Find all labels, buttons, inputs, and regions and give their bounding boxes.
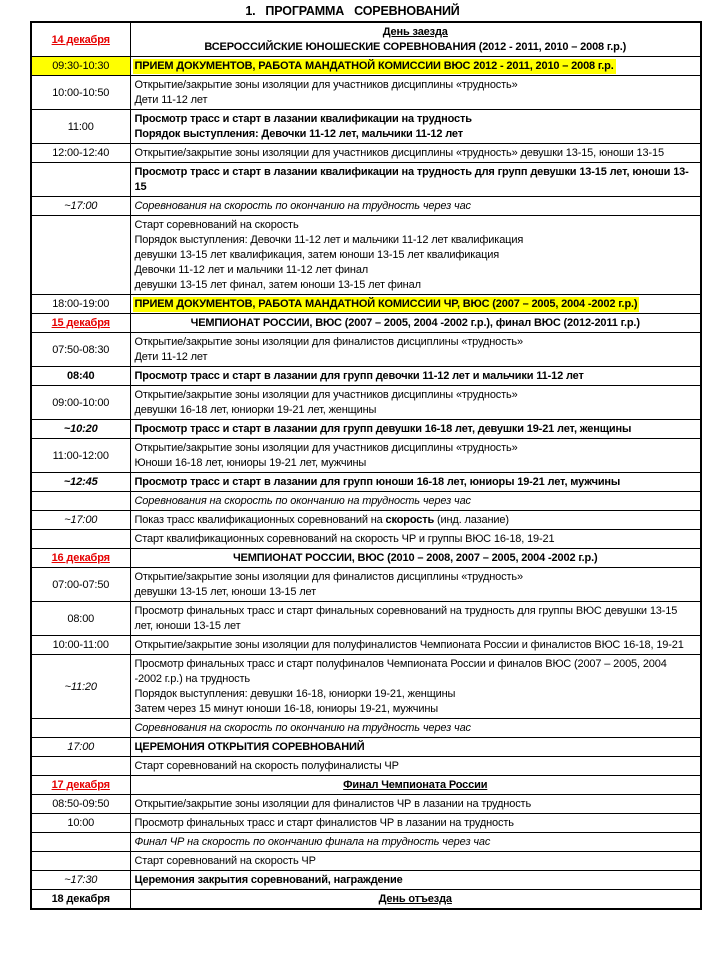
description-line: Открытие/закрытие зоны изоляции для участников дисциплины «трудность»: [134, 442, 518, 454]
table-row: [31, 367, 701, 386]
description-cell: [130, 76, 701, 110]
description-cell: [130, 314, 701, 333]
table-row: [31, 473, 701, 492]
description-cell: [130, 333, 701, 367]
text-segment: Показ трасс квалификационных соревнований на: [134, 514, 386, 526]
time-cell: 12:00-12:40: [31, 144, 130, 163]
table-row: [31, 814, 701, 833]
text-segment: (инд. лазание): [434, 514, 509, 526]
time-cell: [31, 492, 130, 511]
description-cell: [130, 511, 701, 530]
description-cell: [130, 757, 701, 776]
table-row: [31, 757, 701, 776]
description-cell: [130, 386, 701, 420]
time-cell: ~17:00: [31, 511, 130, 530]
table-row: [31, 530, 701, 549]
description-cell: [130, 57, 701, 76]
description-line: Дети 11-12 лет: [134, 351, 208, 363]
table-row: [31, 795, 701, 814]
time-cell: 09:00-10:00: [31, 386, 130, 420]
time-cell: [31, 216, 130, 295]
description-line: Просмотр трасс и старт в лазании квалификации на трудность для групп девушки 13-15 лет, юноши 13-15: [134, 166, 689, 193]
description-cell: [130, 776, 701, 795]
description-cell: [130, 568, 701, 602]
table-row: [31, 216, 701, 295]
description-line: Старт квалификационных соревнований на скорость ЧР и группы ВЮС 16-18, 19-21: [134, 533, 555, 545]
description-line: Открытие/закрытие зоны изоляции для участников дисциплины «трудность» девушки 13-15, юноши 13-15: [134, 147, 664, 159]
description-line: ПРИЕМ ДОКУМЕНТОВ, РАБОТА МАНДАТНОЙ КОМИССИИ ВЮС 2012 - 2011, 2010 – 2008 г.р.: [134, 60, 614, 72]
description-line: Открытие/закрытие зоны изоляции для финалистов ЧР в лазании на трудность: [134, 798, 532, 810]
description-line: Открытие/закрытие зоны изоляции для участников дисциплины «трудность»: [134, 79, 518, 91]
description-cell: [130, 473, 701, 492]
table-row: [31, 636, 701, 655]
description-cell: [130, 890, 701, 910]
table-row: [31, 738, 701, 757]
description-line: Финал Чемпионата России: [343, 779, 488, 791]
text-segment: скорость: [385, 514, 435, 526]
table-row: [31, 333, 701, 367]
table-row: [31, 110, 701, 144]
description-cell: [130, 549, 701, 568]
description-line: Просмотр трасс и старт в лазании квалификации на трудность: [134, 113, 472, 125]
table-row: [31, 57, 701, 76]
time-cell: ~17:00: [31, 197, 130, 216]
time-cell: 11:00-12:00: [31, 439, 130, 473]
description-cell: [130, 367, 701, 386]
time-cell: [31, 833, 130, 852]
description-cell: [130, 530, 701, 549]
description-line: Порядок выступления: девушки 16-18, юниорки 19-21, женщины: [134, 688, 456, 700]
time-cell: [31, 163, 130, 197]
table-row: [31, 420, 701, 439]
description-line: Открытие/закрытие зоны изоляции для финалистов дисциплины «трудность»: [134, 571, 523, 583]
time-cell: 07:00-07:50: [31, 568, 130, 602]
table-row: [31, 549, 701, 568]
table-row: [31, 439, 701, 473]
time-cell: 10:00-10:50: [31, 76, 130, 110]
description-cell: [130, 439, 701, 473]
page-title: 1. ПРОГРАММА СОРЕВНОВАНИЙ: [245, 4, 460, 18]
description-line: Открытие/закрытие зоны изоляции для участников дисциплины «трудность»: [134, 389, 518, 401]
time-cell: ~11:20: [31, 655, 130, 719]
description-line: Открытие/закрытие зоны изоляции для полуфиналистов Чемпионата России и финалистов ВЮС 16-18, 19-21: [134, 639, 684, 651]
time-cell: 14 декабря: [31, 22, 130, 57]
description-cell: [130, 492, 701, 511]
description-line: девушки 13-15 лет, юноши 13-15 лет: [134, 586, 317, 598]
description-line: ЦЕРЕМОНИЯ ОТКРЫТИЯ СОРЕВНОВАНИЙ: [134, 741, 365, 753]
time-cell: 17:00: [31, 738, 130, 757]
description-line: Просмотр финальных трасс и старт финальных соревнований на трудность для группы ВЮС девушки 13-15 лет, юноши 13-15 лет: [134, 605, 678, 632]
description-line: Дети 11-12 лет: [134, 94, 208, 106]
time-cell: ~12:45: [31, 473, 130, 492]
description-line: Просмотр трасс и старт в лазании для групп юноши 16-18 лет, юниоры 19-21 лет, мужчины: [134, 476, 621, 488]
description-cell: [130, 833, 701, 852]
table-row: [31, 76, 701, 110]
program-table-body: [31, 22, 701, 909]
description-cell: [130, 814, 701, 833]
description-line: Просмотр трасс и старт в лазании для групп девушки 16-18 лет, девушки 19-21 лет, женщины: [134, 423, 632, 435]
table-row: [31, 852, 701, 871]
table-row: [31, 295, 701, 314]
description-cell: [130, 852, 701, 871]
time-cell: [31, 719, 130, 738]
description-cell: [130, 216, 701, 295]
table-row: [31, 386, 701, 420]
description-cell: [130, 197, 701, 216]
time-cell: ~17:30: [31, 871, 130, 890]
table-row: [31, 144, 701, 163]
table-row: [31, 314, 701, 333]
description-line: Просмотр финальных трасс и старт полуфиналов Чемпионата России и финалов ВЮС (2007 – 2005, 2004 -2002 г.р.) на трудность: [134, 658, 667, 685]
table-row: [31, 871, 701, 890]
description-cell: [130, 738, 701, 757]
table-row: [31, 197, 701, 216]
description-cell: [130, 655, 701, 719]
description-line: День заезда: [382, 26, 448, 38]
table-row: [31, 890, 701, 910]
time-cell: 17 декабря: [31, 776, 130, 795]
time-cell: 10:00: [31, 814, 130, 833]
description-line: Соревнования на скорость по окончанию на трудность через час: [134, 495, 471, 507]
description-line: [135, 513, 697, 528]
description-cell: [130, 420, 701, 439]
description-cell: [130, 144, 701, 163]
description-line: Церемония закрытия соревнований, награждение: [134, 874, 403, 886]
description-line: девушки 16-18 лет, юниорки 19-21 лет, женщины: [134, 404, 377, 416]
description-cell: [130, 636, 701, 655]
description-line: Старт соревнований на скорость: [134, 219, 299, 231]
description-line: Просмотр финальных трасс и старт финалистов ЧР в лазании на трудность: [134, 817, 514, 829]
description-line: Соревнования на скорость по окончанию на трудность через час: [134, 200, 471, 212]
time-cell: 10:00-11:00: [31, 636, 130, 655]
description-cell: [130, 719, 701, 738]
time-cell: 18:00-19:00: [31, 295, 130, 314]
time-cell: 08:50-09:50: [31, 795, 130, 814]
time-cell: 18 декабря: [31, 890, 130, 910]
description-line: Затем через 15 минут юноши 16-18, юниоры 19-21, мужчины: [134, 703, 439, 715]
time-cell: [31, 530, 130, 549]
time-cell: 08:00: [31, 602, 130, 636]
description-line: Соревнования на скорость по окончанию на трудность через час: [134, 722, 471, 734]
description-line: Открытие/закрытие зоны изоляции для финалистов дисциплины «трудность»: [134, 336, 523, 348]
table-row: [31, 511, 701, 530]
table-row: [31, 719, 701, 738]
time-cell: 09:30-10:30: [31, 57, 130, 76]
description-line: Порядок выступления: Девочки 11-12 лет, мальчики 11-12 лет: [134, 128, 463, 140]
time-cell: 08:40: [31, 367, 130, 386]
time-cell: 11:00: [31, 110, 130, 144]
description-line: ПРИЕМ ДОКУМЕНТОВ, РАБОТА МАНДАТНОЙ КОМИССИИ ЧР, ВЮС (2007 – 2005, 2004 -2002 г.р.): [134, 298, 638, 310]
description-line: Старт соревнований на скорость ЧР: [134, 855, 316, 867]
table-row: [31, 833, 701, 852]
description-line: девушки 13-15 лет квалификация, затем юноши 13-15 лет квалификация: [134, 249, 500, 261]
table-row: [31, 163, 701, 197]
description-line: ВСЕРОССИЙСКИЕ ЮНОШЕСКИЕ СОРЕВНОВАНИЯ (2012 - 2011, 2010 – 2008 г.р.): [204, 41, 627, 53]
table-row: [31, 776, 701, 795]
time-cell: 15 декабря: [31, 314, 130, 333]
description-cell: [130, 163, 701, 197]
program-table: [30, 21, 702, 910]
description-cell: [130, 110, 701, 144]
table-row: [31, 655, 701, 719]
time-cell: 07:50-08:30: [31, 333, 130, 367]
description-line: День отъезда: [378, 893, 452, 905]
description-line: Девочки 11-12 лет и мальчики 11-12 лет финал: [134, 264, 369, 276]
description-cell: [130, 602, 701, 636]
time-cell: 16 декабря: [31, 549, 130, 568]
description-cell: [130, 795, 701, 814]
time-cell: [31, 852, 130, 871]
time-cell: [31, 757, 130, 776]
table-row: [31, 568, 701, 602]
description-line: Просмотр трасс и старт в лазании для групп девочки 11-12 лет и мальчики 11-12 лет: [134, 370, 584, 382]
description-line: ЧЕМПИОНАТ РОССИИ, ВЮС (2007 – 2005, 2004 -2002 г.р.), финал ВЮС (2012-2011 г.р.): [190, 317, 640, 329]
time-cell: ~10:20: [31, 420, 130, 439]
table-row: [31, 602, 701, 636]
description-cell: [130, 22, 701, 57]
description-cell: [130, 295, 701, 314]
table-row: [31, 492, 701, 511]
description-line: Юноши 16-18 лет, юниоры 19-21 лет, мужчины: [134, 457, 367, 469]
description-line: Старт соревнований на скорость полуфиналисты ЧР: [134, 760, 399, 772]
description-line: Финал ЧР на скорость по окончанию финала на трудность через час: [134, 836, 491, 848]
description-line: Порядок выступления: Девочки 11-12 лет и мальчики 11-12 лет квалификация: [134, 234, 524, 246]
description-line: девушки 13-15 лет финал, затем юноши 13-15 лет финал: [134, 279, 421, 291]
description-line: ЧЕМПИОНАТ РОССИИ, ВЮС (2010 – 2008, 2007 – 2005, 2004 -2002 г.р.): [232, 552, 598, 564]
description-cell: [130, 871, 701, 890]
table-row: [31, 22, 701, 57]
